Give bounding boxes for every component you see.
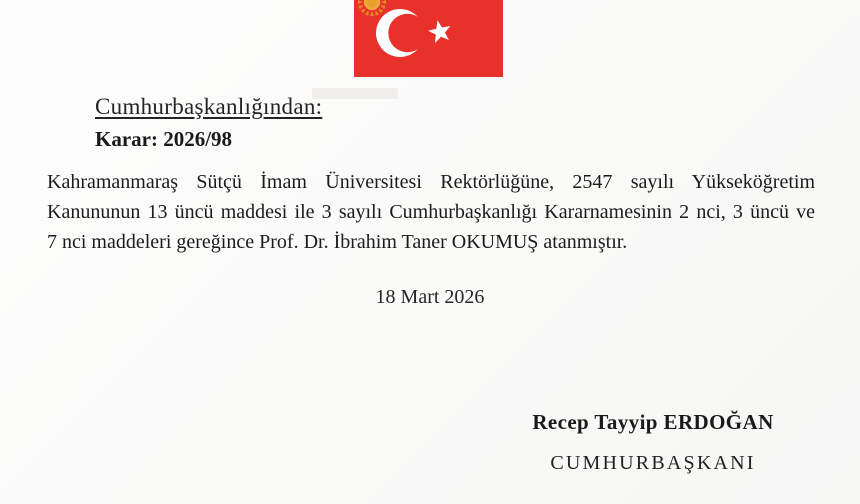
decree-body [47, 167, 815, 257]
decision-number: Karar: 2026/98 [95, 127, 233, 151]
presidential-sun-icon [356, 0, 388, 18]
decree-date: 18 Mart 2026 [375, 286, 485, 308]
signatory-name: Recep Tayyip ERDOĞAN [532, 410, 774, 434]
scan-smudge [312, 88, 398, 99]
signature-block [493, 410, 813, 475]
decree-body-line-1: Kahramanmaraş Sütçü İmam Üniversitesi Rektörlüğüne, 2547 sayılı Yükseköğretim [47, 171, 815, 193]
issuer-heading: Cumhurbaşkanlığından: [95, 94, 323, 119]
signatory-title: CUMHURBAŞKANI [550, 452, 756, 474]
decree-body-line-2: Kanununun 13 üncü maddesi ile 3 sayılı Cumhurbaşkanlığı Kararnamesinin 2 nci, 3 üncü ve [47, 201, 815, 223]
decree-body-line-3: 7 nci maddeleri gereğince Prof. Dr. İbrahim Taner OKUMUŞ atanmıştır. [47, 231, 628, 253]
